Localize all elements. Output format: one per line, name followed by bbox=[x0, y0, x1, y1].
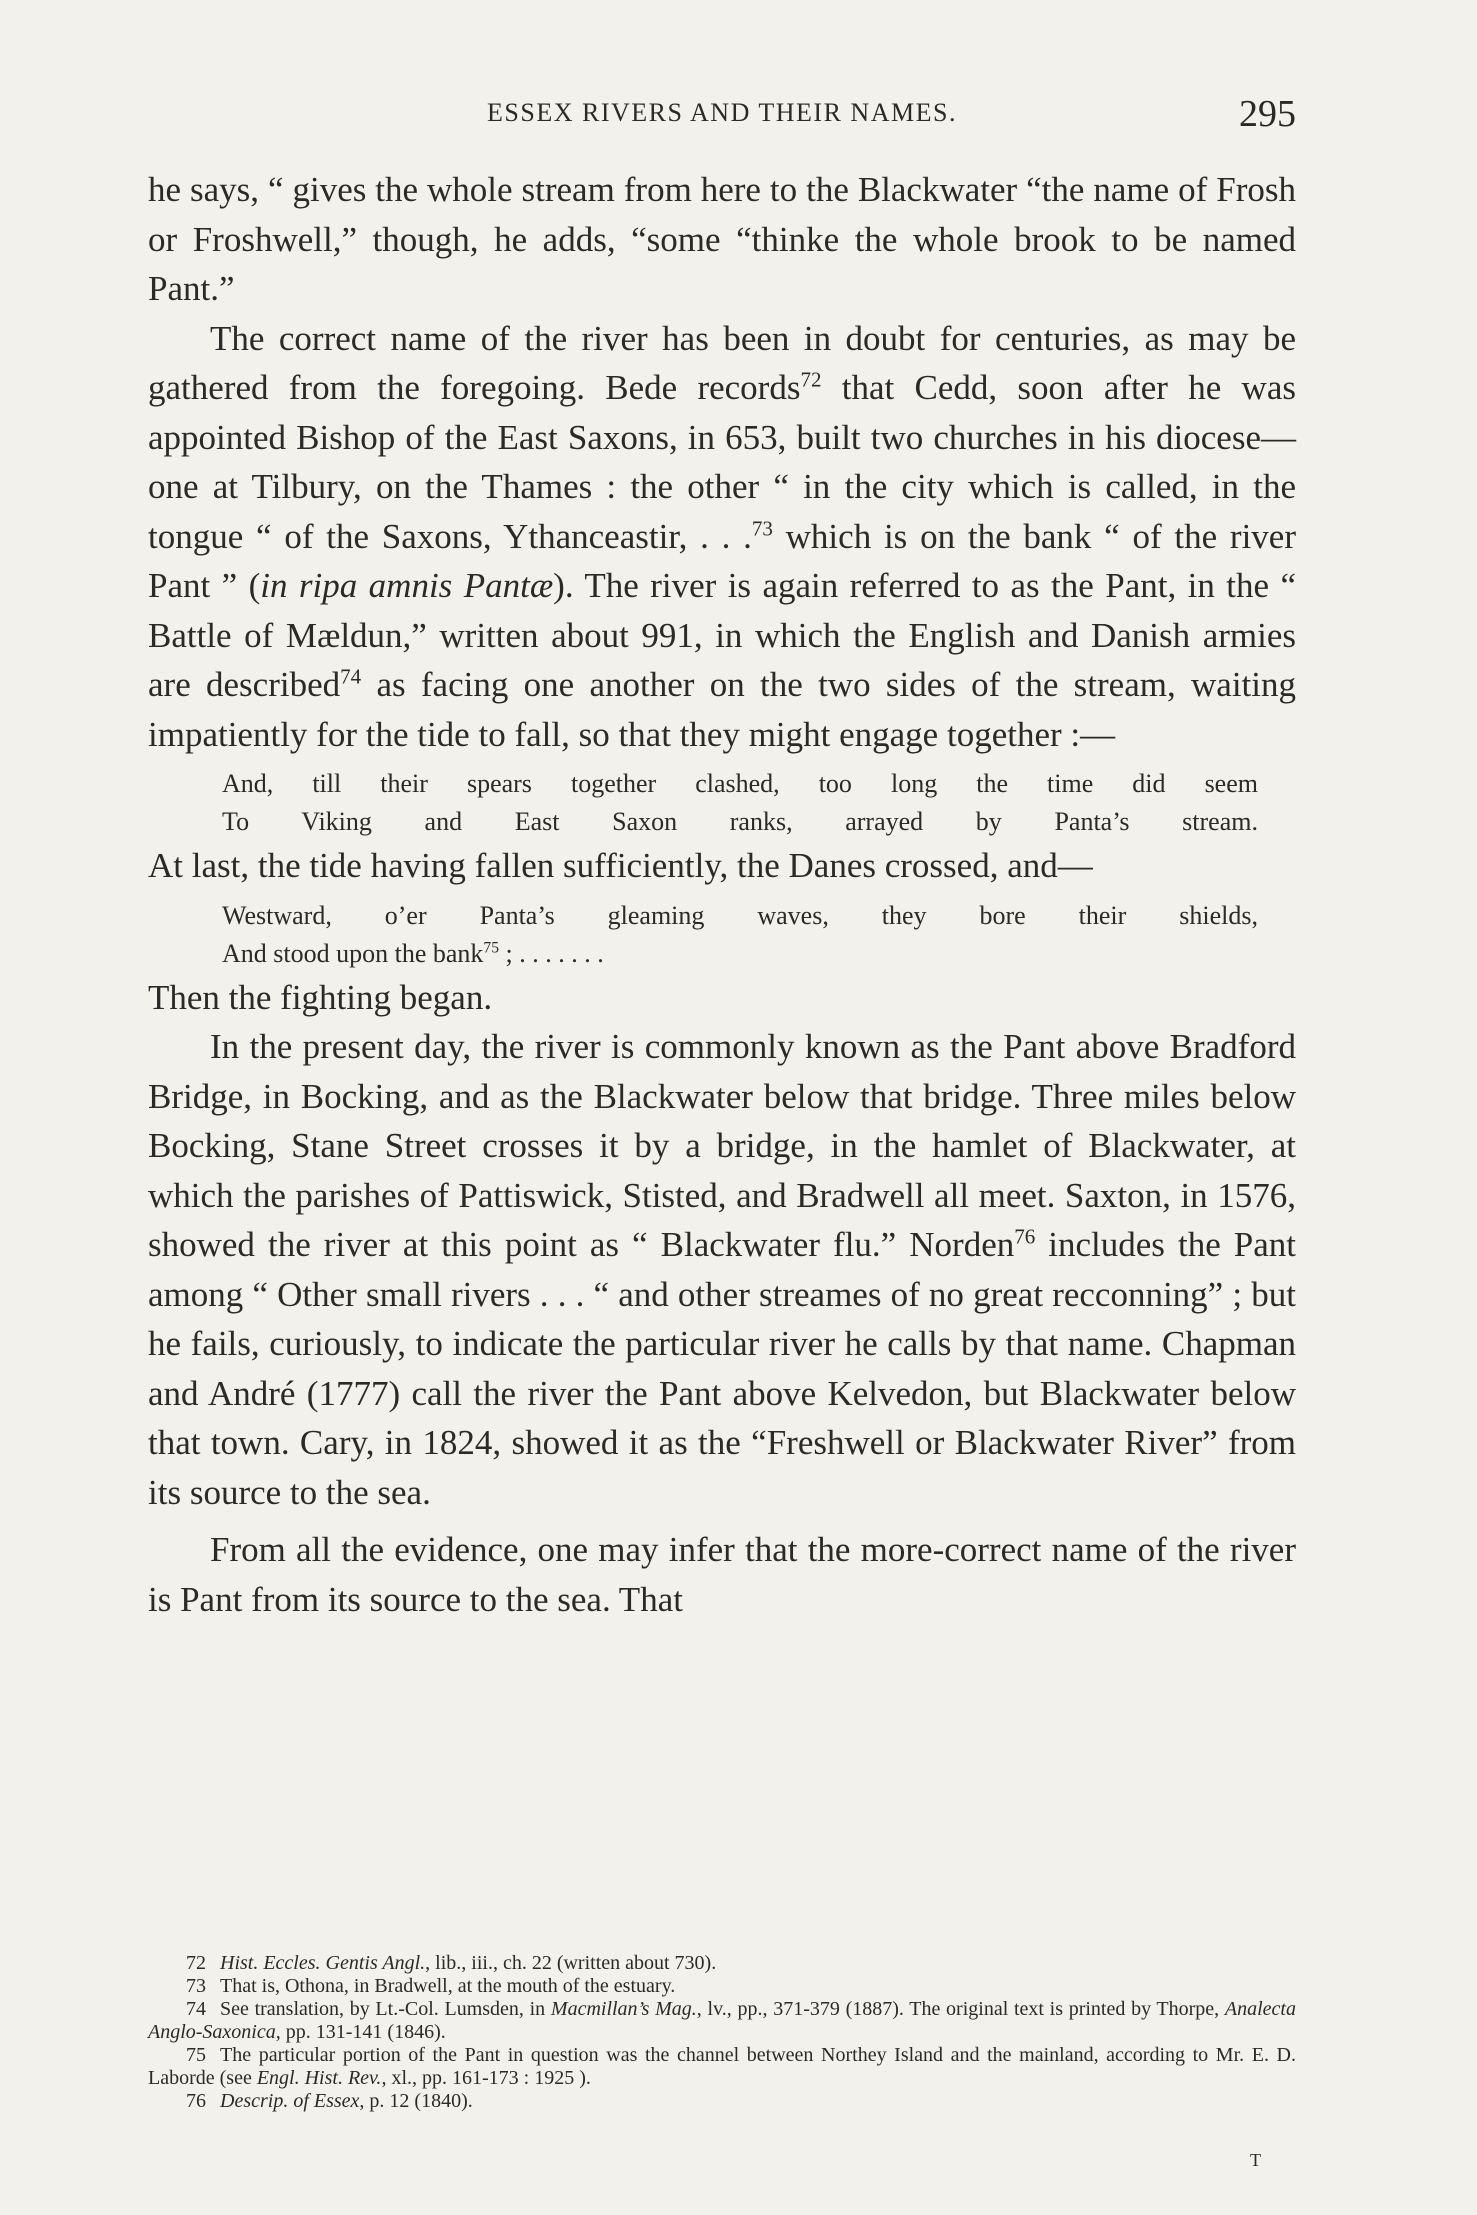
footnote-text: , lib., iii., ch. 22 (written about 730). bbox=[425, 1952, 717, 1974]
footnote-text: , lv., pp., 371-379 (1887). The original text is printed by Thorpe, bbox=[696, 1998, 1225, 2020]
paragraph-3: At last, the tide having fallen sufficiently, the Danes crossed, and— bbox=[148, 846, 1093, 885]
paragraph-1: he says, “ gives the whole stream from here to the Blackwater “the name of Frosh or Froshwell,” though, he adds, “some “thinke the whole brook to be named Pant.” bbox=[148, 170, 1296, 308]
footnote-ref-74: 74 bbox=[340, 664, 362, 689]
verse-line: And, till their spears together clashed, too long the time did seem bbox=[222, 769, 1258, 798]
footnote-text: The particular portion of the Pant in question was the channel between Northey Island and the mainland, according to Mr. E. D. Laborde (see bbox=[148, 2044, 1296, 2089]
latin-phrase: in ripa amnis Pantæ bbox=[260, 566, 554, 605]
cited-work: Hist. Eccles. Gentis Angl. bbox=[220, 1952, 426, 1974]
footnote-75 bbox=[148, 2044, 1296, 2090]
footnote-76 bbox=[148, 2090, 1296, 2113]
running-title: ESSEX RIVERS AND THEIR NAMES. bbox=[487, 98, 957, 127]
cited-journal: Engl. Hist. Rev. bbox=[256, 2067, 382, 2089]
paragraph-5-text-b: includes the Pant among “ Other small rivers . . . “ and other streames of no great recconning” ; but he fails, curiously, to indicate the particular river he calls by that name. Chapman and André (1777) call the river the Pant above Kelvedon, but Blackwater below that town. Cary, in 1824, showed it as the “Freshwell or Blackwater River” from its source to the sea. bbox=[148, 1225, 1297, 1512]
cited-journal: Macmillan’s Mag. bbox=[550, 1998, 697, 2020]
body-text bbox=[148, 165, 1296, 1624]
cited-work: Analecta Anglo-Saxonica bbox=[148, 1998, 1296, 2043]
paragraph-6: From all the evidence, one may infer that the more-correct name of the river is Pant from its source to the sea. That bbox=[148, 1530, 1296, 1619]
verse-line: To Viking and East Saxon ranks, arrayed by Panta’s stream. bbox=[222, 807, 1258, 836]
paragraph-2-text-b: that Cedd, soon after he was appointed Bishop of the East Saxons, in 653, built two churches in his diocese—one at Tilbury, on the Thames : the other “ in the city which is called, in the tongue “ of the Saxons, Ythanceastir, . . . bbox=[148, 368, 1296, 556]
paragraph-2-text-a: The correct name of the river has been in doubt for centuries, as may be gathered from the foregoing. Bede records bbox=[148, 318, 1296, 407]
verse-quote-1 bbox=[222, 765, 1258, 841]
page-number: 295 bbox=[1239, 93, 1296, 135]
footnote-ref-76: 76 bbox=[1014, 1224, 1036, 1249]
paragraph-2-text-e: as facing one another on the two sides of the stream, waiting impatiently for the tide to fall, so that they might engage together :— bbox=[148, 665, 1296, 754]
verse-quote-2 bbox=[222, 897, 1258, 973]
signature-mark: T bbox=[1250, 2150, 1262, 2170]
footnote-text: , xl., pp. 161-173 : 1925 ). bbox=[381, 2067, 591, 2089]
footnote-ref-75: 75 bbox=[483, 938, 500, 956]
paragraph-5 bbox=[148, 1022, 1296, 1517]
footnote-number: 74 bbox=[186, 1998, 206, 2020]
footnote-number: 73 bbox=[186, 1975, 206, 1997]
footnote-number: 76 bbox=[186, 2090, 206, 2112]
footnote-ref-72: 72 bbox=[800, 367, 822, 392]
footnote-72 bbox=[148, 1952, 1296, 1975]
footnote-74 bbox=[148, 1998, 1296, 2044]
book-page bbox=[148, 0, 1296, 2215]
footnote-number: 75 bbox=[186, 2044, 206, 2066]
paragraph-2-text-c: which is on the bank “ of the river Pant ” ( bbox=[148, 516, 1296, 605]
paragraph-5-text-a: In the present day, the river is commonly known as the Pant above Bradford Bridge, in Bocking, and as the Blackwater below that bridge. Three miles below Bocking, Stane Street crosses it by a bridge, in the hamlet of Blackwater, at which the parishes of Pattiswick, Stisted, and Bradwell all meet. Saxton, in 1576, showed the river at this point as “ Blackwater flu.” Norden bbox=[148, 1027, 1296, 1264]
paragraph-2 bbox=[148, 314, 1296, 760]
footnote-text: See translation, by Lt.-Col. Lumsden, in bbox=[220, 1998, 551, 2020]
footnotes bbox=[148, 1952, 1296, 2113]
footnote-text: That is, Othona, in Bradwell, at the mouth of the estuary. bbox=[220, 1975, 676, 1997]
footnote-73 bbox=[148, 1975, 1296, 1998]
footnote-ref-73: 73 bbox=[751, 515, 773, 540]
verse-ellipsis: ; . . . . . . . bbox=[499, 938, 604, 968]
verse-line bbox=[222, 935, 1258, 973]
footnote-text: , pp. 131-141 (1846). bbox=[275, 2021, 446, 2043]
page-header bbox=[148, 92, 1296, 142]
paragraph-4: Then the fighting began. bbox=[148, 977, 493, 1017]
verse-line: Westward, o’er Panta’s gleaming waves, they bore their shields, bbox=[222, 900, 1258, 930]
footnote-text: , p. 12 (1840). bbox=[359, 2090, 473, 2112]
cited-work: Descrip. of Essex bbox=[220, 2090, 360, 2112]
footnote-number: 72 bbox=[186, 1952, 206, 1974]
verse-text: And stood upon the bank bbox=[222, 938, 484, 968]
paragraph-2-text-d: ). The river is again referred to as the Pant, in the “ Battle of Mældun,” written about 991, in which the English and Danish armies are described bbox=[148, 566, 1296, 704]
